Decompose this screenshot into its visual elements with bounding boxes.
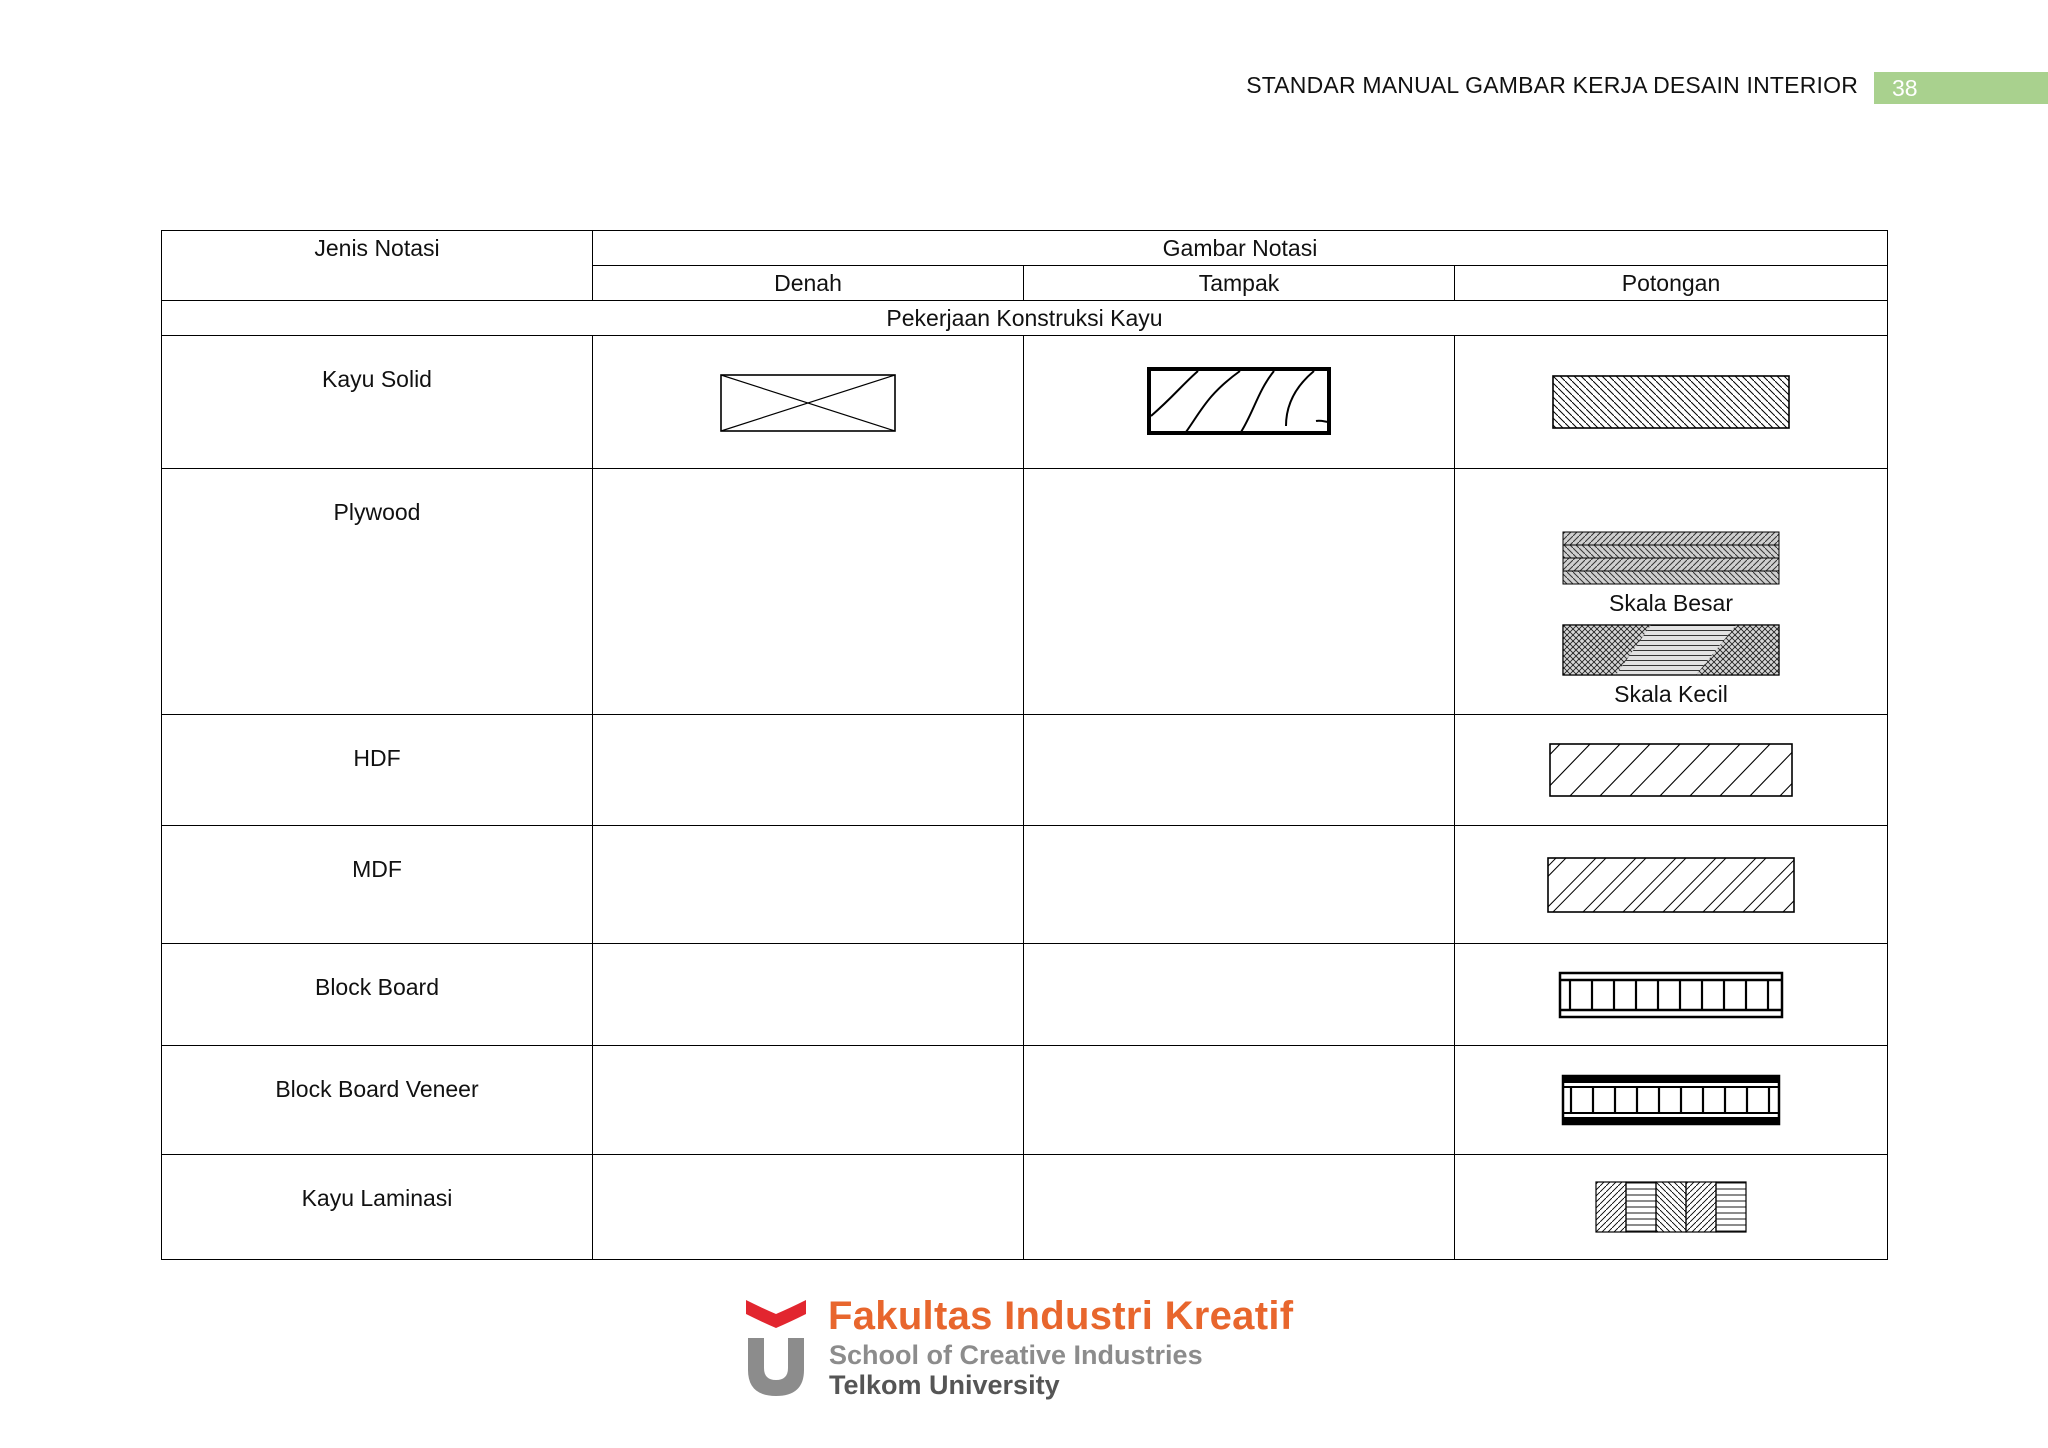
row-label: Kayu Laminasi	[162, 1155, 593, 1260]
table-row	[162, 826, 1888, 944]
telkom-university-logo-icon	[744, 1298, 808, 1400]
symbol-cell	[593, 336, 1024, 469]
page-number-badge	[1874, 72, 2048, 104]
header-denah: Denah	[593, 266, 1024, 301]
school-name: School of Creative Industries	[829, 1340, 1203, 1370]
empty-cell	[1024, 715, 1455, 826]
row-label: Plywood	[162, 469, 593, 715]
table-row	[162, 944, 1888, 1046]
empty-cell	[593, 944, 1024, 1046]
empty-cell	[1024, 944, 1455, 1046]
section-heading: Pekerjaan Konstruksi Kayu	[162, 301, 1888, 336]
plywood-small-scale-symbol	[1561, 623, 1781, 677]
empty-cell	[1024, 1155, 1455, 1260]
empty-cell	[1024, 826, 1455, 944]
faculty-name: Fakultas Industri Kreatif	[828, 1294, 1294, 1338]
header-gambar-notasi: Gambar Notasi	[593, 231, 1888, 266]
row-label: Kayu Solid	[162, 336, 593, 469]
empty-cell	[593, 469, 1024, 715]
symbol-cell	[1455, 469, 1888, 715]
kayu-solid-potongan-symbol	[1551, 374, 1791, 430]
empty-cell	[593, 715, 1024, 826]
symbol-cell	[1455, 826, 1888, 944]
university-name: Telkom University	[829, 1370, 1060, 1400]
row-label: Block Board Veneer	[162, 1046, 593, 1155]
symbol-cell	[1455, 715, 1888, 826]
row-label: HDF	[162, 715, 593, 826]
table-row	[162, 715, 1888, 826]
table-row	[162, 1046, 1888, 1155]
kayu-laminasi-potongan-symbol	[1594, 1180, 1748, 1234]
header-tampak: Tampak	[1024, 266, 1455, 301]
page-header-title: STANDAR MANUAL GAMBAR KERJA DESAIN INTERIOR	[1246, 72, 1858, 98]
block-board-potongan-symbol	[1558, 971, 1784, 1019]
kayu-solid-tampak-symbol	[1146, 366, 1332, 438]
hdf-potongan-symbol	[1548, 742, 1794, 798]
plywood-caption-small: Skala Kecil	[1614, 680, 1728, 707]
mdf-potongan-symbol	[1546, 856, 1796, 914]
page-number: 38	[1892, 75, 1918, 101]
kayu-solid-denah-symbol	[719, 373, 897, 433]
block-board-veneer-potongan-symbol	[1561, 1074, 1781, 1126]
table-row	[162, 336, 1888, 469]
empty-cell	[1024, 1046, 1455, 1155]
empty-cell	[1024, 469, 1455, 715]
empty-cell	[593, 1155, 1024, 1260]
notation-table	[161, 230, 1888, 1260]
header-potongan: Potongan	[1455, 266, 1888, 301]
symbol-cell	[1455, 336, 1888, 469]
row-label: Block Board	[162, 944, 593, 1046]
symbol-cell	[1455, 944, 1888, 1046]
symbol-cell	[1455, 1155, 1888, 1260]
symbol-cell	[1455, 1046, 1888, 1155]
empty-cell	[593, 1046, 1024, 1155]
table-row	[162, 1155, 1888, 1260]
row-label: MDF	[162, 826, 593, 944]
plywood-large-scale-symbol	[1561, 530, 1781, 586]
plywood-caption-large: Skala Besar	[1608, 589, 1733, 616]
header-jenis-notasi: Jenis Notasi	[162, 231, 593, 301]
symbol-cell	[1024, 336, 1455, 469]
table-row	[162, 469, 1888, 715]
empty-cell	[593, 826, 1024, 944]
